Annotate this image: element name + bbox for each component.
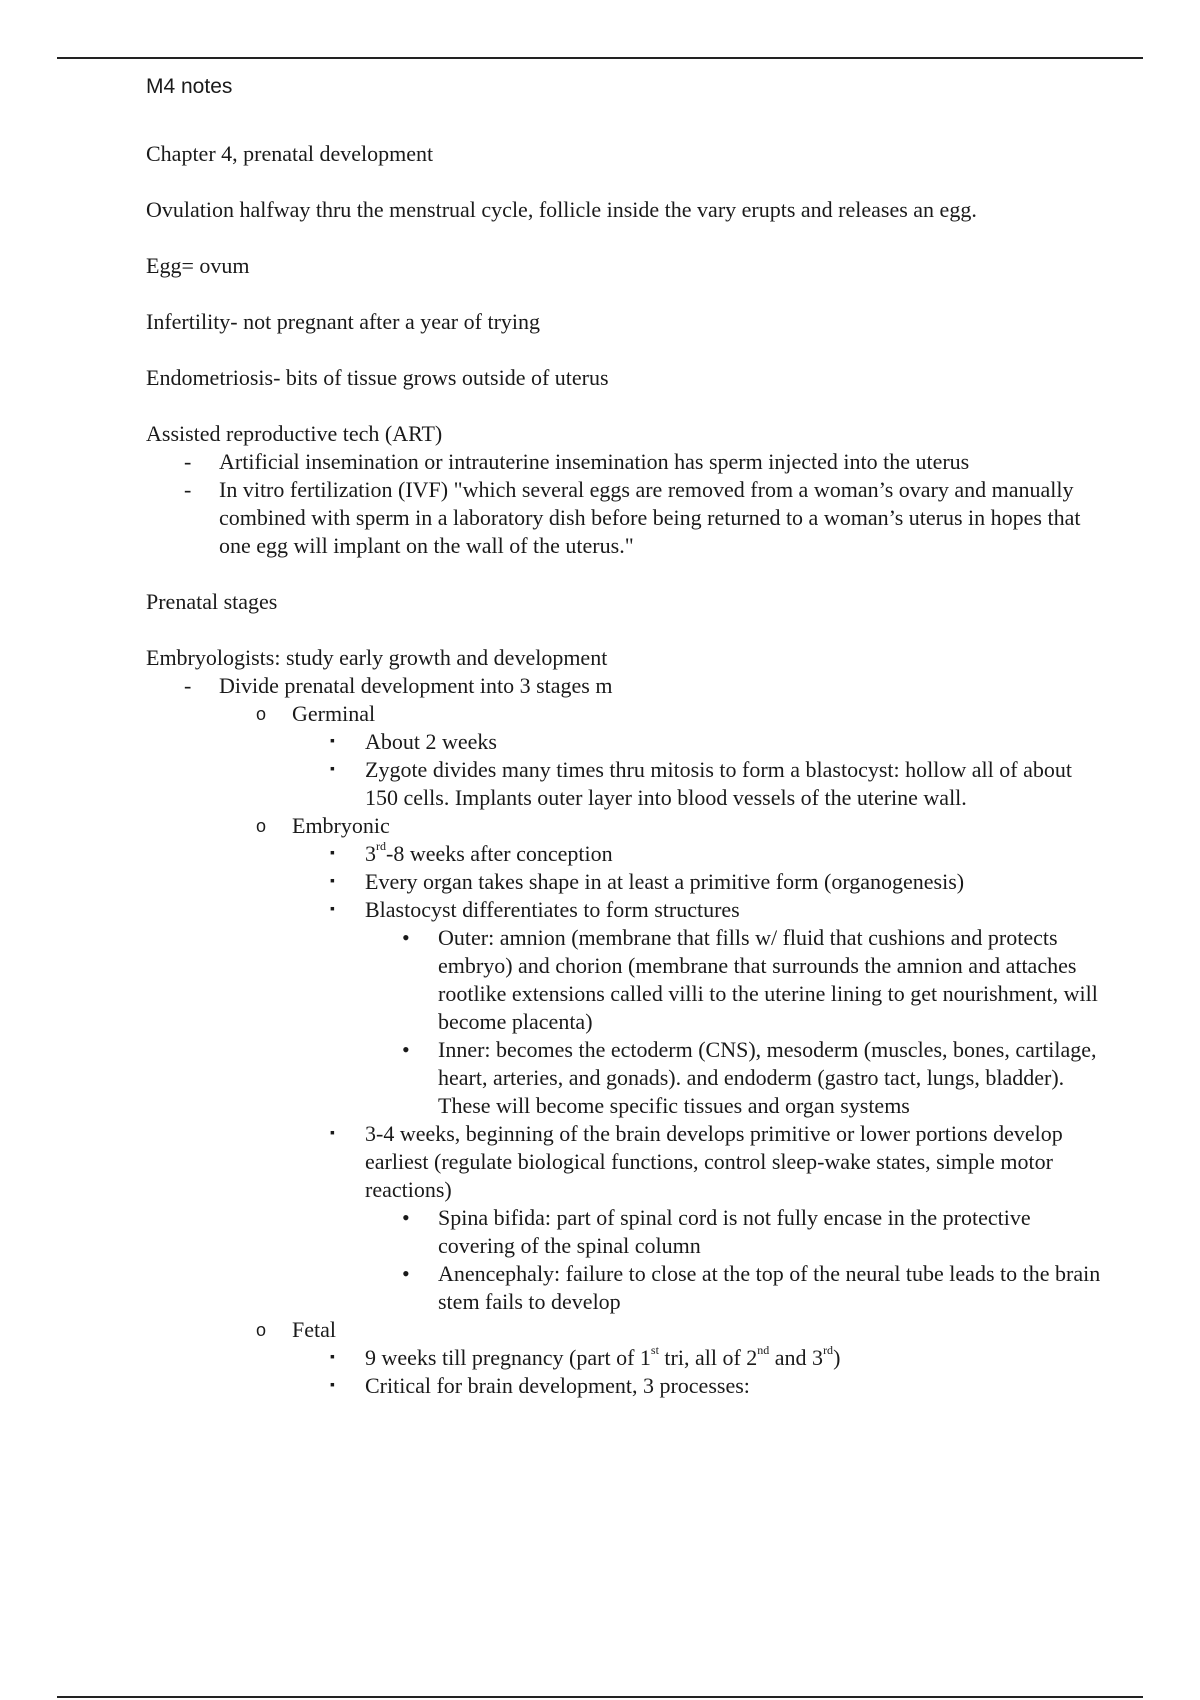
document-header: M4 notes bbox=[146, 75, 233, 98]
dash-marker: - bbox=[184, 449, 192, 474]
list-item bbox=[146, 1036, 1106, 1120]
square-bullet-icon: ▪ bbox=[330, 1126, 335, 1141]
ovulation-note: Ovulation halfway thru the menstrual cycle, follicle inside the vary erupts and releases an egg. bbox=[146, 197, 977, 222]
list-item-text: 9 weeks till pregnancy (part of 1st tri, all of 2nd and 3rd) bbox=[365, 1342, 841, 1370]
list-item bbox=[146, 476, 1106, 560]
list-item-text: Spina bifida: part of spinal cord is not fully encase in the protective covering of the spinal column bbox=[438, 1205, 1031, 1258]
list-item bbox=[146, 896, 1106, 924]
dash-marker: - bbox=[184, 673, 192, 698]
endometriosis-note: Endometriosis- bits of tissue grows outside of uterus bbox=[146, 365, 609, 390]
stage-embryonic bbox=[146, 812, 1106, 840]
list-item bbox=[146, 924, 1106, 1036]
square-bullet-icon: ▪ bbox=[330, 846, 335, 861]
bullet-icon: • bbox=[402, 1261, 410, 1286]
embryologists-note: Embryologists: study early growth and development bbox=[146, 645, 608, 670]
list-item-text: Anencephaly: failure to close at the top of the neural tube leads to the brain stem fails to develop bbox=[438, 1261, 1101, 1314]
list-item bbox=[146, 728, 1106, 756]
stage-label: Germinal bbox=[292, 701, 376, 726]
list-item bbox=[146, 756, 1106, 812]
dash-marker: - bbox=[184, 477, 192, 502]
list-item-text: Every organ takes shape in at least a primitive form (organogenesis) bbox=[365, 869, 965, 894]
square-bullet-icon: ▪ bbox=[330, 734, 335, 749]
bullet-icon: • bbox=[402, 1205, 410, 1230]
stages-list bbox=[146, 672, 1106, 1400]
square-bullet-icon: ▪ bbox=[330, 762, 335, 777]
square-bullet-icon: ▪ bbox=[330, 1350, 335, 1365]
art-list bbox=[146, 448, 1106, 560]
stage-label: Embryonic bbox=[292, 813, 390, 838]
list-item bbox=[146, 1120, 1106, 1204]
prenatal-stages-heading: Prenatal stages bbox=[146, 589, 278, 614]
list-item bbox=[146, 868, 1106, 896]
list-item-text: Divide prenatal development into 3 stages m bbox=[219, 673, 613, 698]
document-page bbox=[146, 72, 1106, 1400]
circle-marker: o bbox=[256, 704, 267, 724]
list-item-text: In vitro fertilization (IVF) "which several eggs are removed from a woman’s ovary and manually combined with sperm in a laboratory dish before being returned to a woman’s uterus in hopes that one egg will implant on the wall of the uterus." bbox=[219, 477, 1081, 558]
list-item-text: 3rd-8 weeks after conception bbox=[365, 838, 613, 866]
bullet-icon: • bbox=[402, 925, 410, 950]
infertility-note: Infertility- not pregnant after a year of trying bbox=[146, 309, 541, 334]
stage-germinal bbox=[146, 700, 1106, 728]
list-item bbox=[146, 672, 1106, 700]
square-bullet-icon: ▪ bbox=[330, 1378, 335, 1393]
art-heading: Assisted reproductive tech (ART) bbox=[146, 421, 443, 446]
square-bullet-icon: ▪ bbox=[330, 874, 335, 889]
list-item-text: Artificial insemination or intrauterine insemination has sperm injected into the uterus bbox=[219, 449, 970, 474]
list-item-text: About 2 weeks bbox=[365, 729, 497, 754]
list-item bbox=[146, 1372, 1106, 1400]
bullet-icon: • bbox=[402, 1037, 410, 1062]
chapter-title: Chapter 4, prenatal development bbox=[146, 141, 434, 166]
square-bullet-icon: ▪ bbox=[330, 902, 335, 917]
list-item-text: Outer: amnion (membrane that fills w/ fluid that cushions and protects embryo) and chorion (membrane that surrounds the amnion and attaches rootlike extensions called villi to the uterine lining to get nourishment, will become placenta) bbox=[438, 925, 1098, 1034]
bottom-rule bbox=[57, 1696, 1143, 1698]
list-item bbox=[146, 448, 1106, 476]
stage-label: Fetal bbox=[292, 1317, 336, 1342]
stage-fetal bbox=[146, 1316, 1106, 1344]
circle-marker: o bbox=[256, 1320, 267, 1340]
list-item bbox=[146, 1260, 1106, 1316]
list-item-text: Blastocyst differentiates to form structures bbox=[365, 897, 740, 922]
list-item bbox=[146, 1344, 1106, 1372]
circle-marker: o bbox=[256, 816, 267, 836]
top-rule bbox=[57, 57, 1143, 59]
list-item-text: Critical for brain development, 3 processes: bbox=[365, 1373, 750, 1398]
list-item bbox=[146, 840, 1106, 868]
list-item-text: Inner: becomes the ectoderm (CNS), mesoderm (muscles, bones, cartilage, heart, arteries, and gonads). and endoderm (gastro tact, lungs, bladder). These will become specific tissues and organ systems bbox=[438, 1037, 1097, 1118]
list-item-text: Zygote divides many times thru mitosis to form a blastocyst: hollow all of about 150 cells. Implants outer layer into blood vessels of the uterine wall. bbox=[365, 757, 1072, 810]
list-item-text: 3-4 weeks, beginning of the brain develops primitive or lower portions develop earliest (regulate biological functions, control sleep-wake states, simple motor reactions) bbox=[365, 1121, 1063, 1202]
egg-note: Egg= ovum bbox=[146, 253, 250, 278]
list-item bbox=[146, 1204, 1106, 1260]
